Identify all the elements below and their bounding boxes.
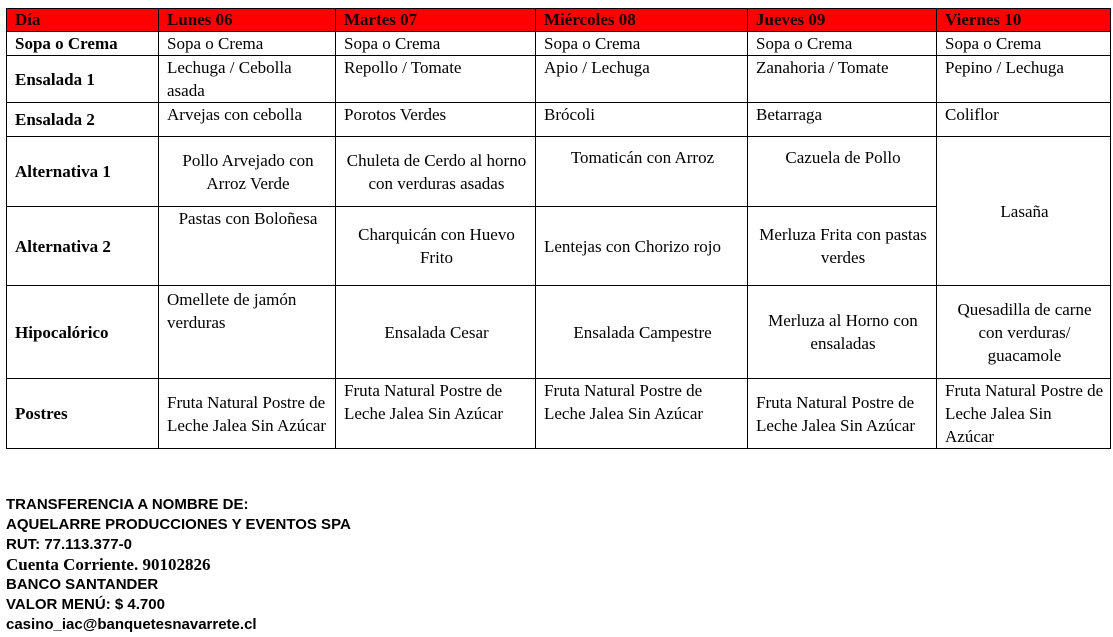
table-cell: Repollo / Tomate bbox=[336, 56, 536, 103]
header-martes: Martes 07 bbox=[336, 9, 536, 32]
table-cell: Merluza Frita con pastas verdes bbox=[748, 207, 937, 286]
row-label: Alternativa 1 bbox=[7, 137, 159, 207]
table-cell: Apio / Lechuga bbox=[536, 56, 748, 103]
company-name: AQUELARRE PRODUCCIONES Y EVENTOS SPA bbox=[6, 516, 351, 533]
table-cell: Merluza al Horno con ensaladas bbox=[748, 286, 937, 379]
table-cell: Charquicán con Huevo Frito bbox=[336, 207, 536, 286]
table-cell-merged: Lasaña bbox=[937, 137, 1111, 286]
row-label: Sopa o Crema bbox=[7, 32, 159, 56]
table-cell: Ensalada Campestre bbox=[536, 286, 748, 379]
menu-price: VALOR MENÚ: $ 4.700 bbox=[6, 596, 165, 613]
table-cell: Tomaticán con Arroz bbox=[536, 137, 748, 207]
table-cell: Pastas con Boloñesa bbox=[159, 207, 336, 286]
table-cell: Sopa o Crema bbox=[748, 32, 937, 56]
table-cell: Betarraga bbox=[748, 103, 937, 137]
table-cell: Pepino / Lechuga bbox=[937, 56, 1111, 103]
row-ensalada-2 bbox=[7, 103, 1111, 137]
row-postres bbox=[7, 379, 1111, 449]
table-cell: Lentejas con Chorizo rojo bbox=[536, 207, 748, 286]
row-label: Alternativa 2 bbox=[7, 207, 159, 286]
table-cell: Sopa o Crema bbox=[937, 32, 1111, 56]
row-label: Ensalada 1 bbox=[7, 56, 159, 103]
table-cell: Sopa o Crema bbox=[159, 32, 336, 56]
header-viernes: Viernes 10 bbox=[937, 9, 1111, 32]
row-label: Ensalada 2 bbox=[7, 103, 159, 137]
table-cell: Sopa o Crema bbox=[536, 32, 748, 56]
table-cell: Sopa o Crema bbox=[336, 32, 536, 56]
row-hipocalorico bbox=[7, 286, 1111, 379]
bank-name: BANCO SANTANDER bbox=[6, 576, 159, 593]
table-cell: Chuleta de Cerdo al horno con verduras asadas bbox=[336, 137, 536, 207]
row-ensalada-1 bbox=[7, 56, 1111, 103]
header-dia: Día bbox=[7, 9, 159, 32]
header-jueves: Jueves 09 bbox=[748, 9, 937, 32]
table-cell: Fruta Natural Postre de Leche Jalea Sin Azúcar bbox=[336, 379, 536, 449]
table-cell: Fruta Natural Postre de Leche Jalea Sin Azúcar bbox=[159, 379, 336, 449]
header-row bbox=[7, 9, 1111, 32]
table-cell: Cazuela de Pollo bbox=[748, 137, 937, 207]
table-cell: Arvejas con cebolla bbox=[159, 103, 336, 137]
row-sopa bbox=[7, 32, 1111, 56]
table-cell: Fruta Natural Postre de Leche Jalea Sin Azúcar bbox=[937, 379, 1111, 449]
contact-email: casino_iac@banquetesnavarrete.cl bbox=[6, 616, 257, 633]
row-label: Postres bbox=[7, 379, 159, 449]
menu-table bbox=[6, 8, 1111, 449]
table-cell: Pollo Arvejado con Arroz Verde bbox=[159, 137, 336, 207]
table-cell: Brócoli bbox=[536, 103, 748, 137]
table-cell: Fruta Natural Postre de Leche Jalea Sin Azúcar bbox=[748, 379, 937, 449]
transfer-heading: TRANSFERENCIA A NOMBRE DE: bbox=[6, 496, 249, 513]
row-label: Hipocalórico bbox=[7, 286, 159, 379]
row-alternativa-1 bbox=[7, 137, 1111, 207]
table-cell: Fruta Natural Postre de Leche Jalea Sin Azúcar bbox=[536, 379, 748, 449]
rut: RUT: 77.113.377-0 bbox=[6, 536, 132, 553]
header-lunes: Lunes 06 bbox=[159, 9, 336, 32]
table-cell: Quesadilla de carne con verduras/ guacamole bbox=[937, 286, 1111, 379]
table-cell: Coliflor bbox=[937, 103, 1111, 137]
payment-info bbox=[6, 495, 351, 635]
table-cell: Porotos Verdes bbox=[336, 103, 536, 137]
table-cell: Zanahoria / Tomate bbox=[748, 56, 937, 103]
table-cell: Ensalada Cesar bbox=[336, 286, 536, 379]
table-cell: Omellete de jamón verduras bbox=[159, 286, 336, 379]
table-cell: Lechuga / Cebolla asada bbox=[159, 56, 336, 103]
account-number: Cuenta Corriente. 90102826 bbox=[6, 555, 211, 574]
header-miercoles: Miércoles 08 bbox=[536, 9, 748, 32]
